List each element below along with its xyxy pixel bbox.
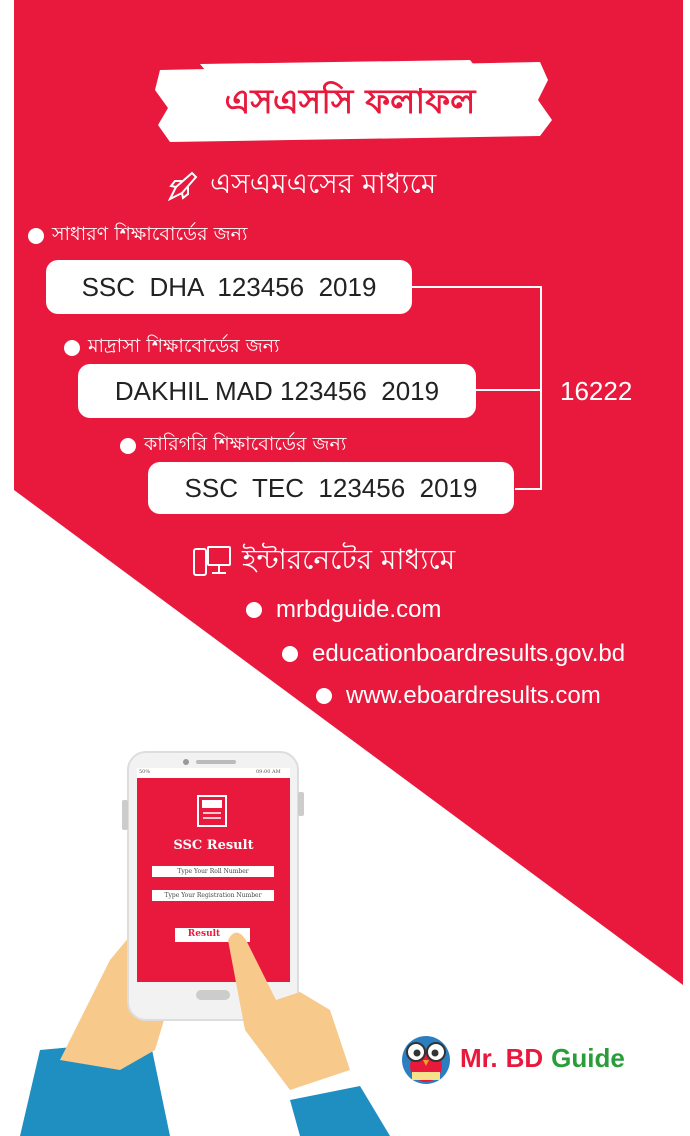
general-board-label xyxy=(28,220,247,252)
phone-app-title: SSC Result xyxy=(173,838,254,853)
bullet-icon xyxy=(64,340,80,356)
rocket-icon xyxy=(166,169,200,203)
general-board-label-text: সাধারণ শিক্ষাবোর্ডের জন্য xyxy=(52,223,248,245)
technical-board-label-text: কারিগরি শিক্ষাবোর্ডের জন্য xyxy=(144,433,347,455)
link-item xyxy=(282,640,625,668)
general-board-sms-code: SSC DHA 123456 2019 xyxy=(46,260,412,314)
madrasa-board-label-text: মাদ্রাসা শিক্ষাবোর্ডের জন্য xyxy=(88,335,280,357)
sms-heading-text: এসএমএসের মাধ্যমে xyxy=(210,167,437,200)
madrasa-board-sms-code: DAKHIL MAD 123456 2019 xyxy=(78,364,476,418)
madrasa-board-label xyxy=(64,332,280,364)
page-title: এসএসসি ফলাফল xyxy=(224,82,476,122)
logo-text-bd: BD xyxy=(505,1042,544,1073)
sms-heading xyxy=(166,162,436,209)
roll-number-input[interactable]: Type Your Roll Number xyxy=(177,868,249,875)
link-mrbdguide[interactable]: mrbdguide.com xyxy=(276,596,442,623)
bullet-icon xyxy=(120,438,136,454)
logo-text-mr: Mr. xyxy=(460,1042,498,1073)
bullet-icon xyxy=(282,646,298,662)
technical-board-sms-code: SSC TEC 123456 2019 xyxy=(148,462,514,514)
sms-number: 16222 xyxy=(560,376,633,406)
devices-icon xyxy=(192,545,232,579)
phone-status-time: 09:00 AM xyxy=(256,769,281,775)
phone-status-battery: 50% xyxy=(139,769,151,775)
bullet-icon xyxy=(28,228,44,244)
link-educationboardresults[interactable]: educationboardresults.gov.bd xyxy=(312,640,626,667)
link-item xyxy=(316,682,601,710)
result-button[interactable]: Result xyxy=(187,929,221,939)
internet-heading-text: ইন্টারনেটের মাধ্যমে xyxy=(242,543,456,576)
brand-logo xyxy=(398,1030,625,1086)
registration-number-input[interactable]: Type Your Registration Number xyxy=(164,892,262,899)
bullet-icon xyxy=(246,602,262,618)
internet-heading xyxy=(192,538,455,585)
owl-icon xyxy=(398,1030,454,1086)
bullet-icon xyxy=(316,688,332,704)
technical-board-label xyxy=(120,430,346,462)
link-eboardresults[interactable]: www.eboardresults.com xyxy=(346,682,601,709)
link-item xyxy=(246,596,441,624)
logo-text-guide: Guide xyxy=(551,1042,625,1073)
